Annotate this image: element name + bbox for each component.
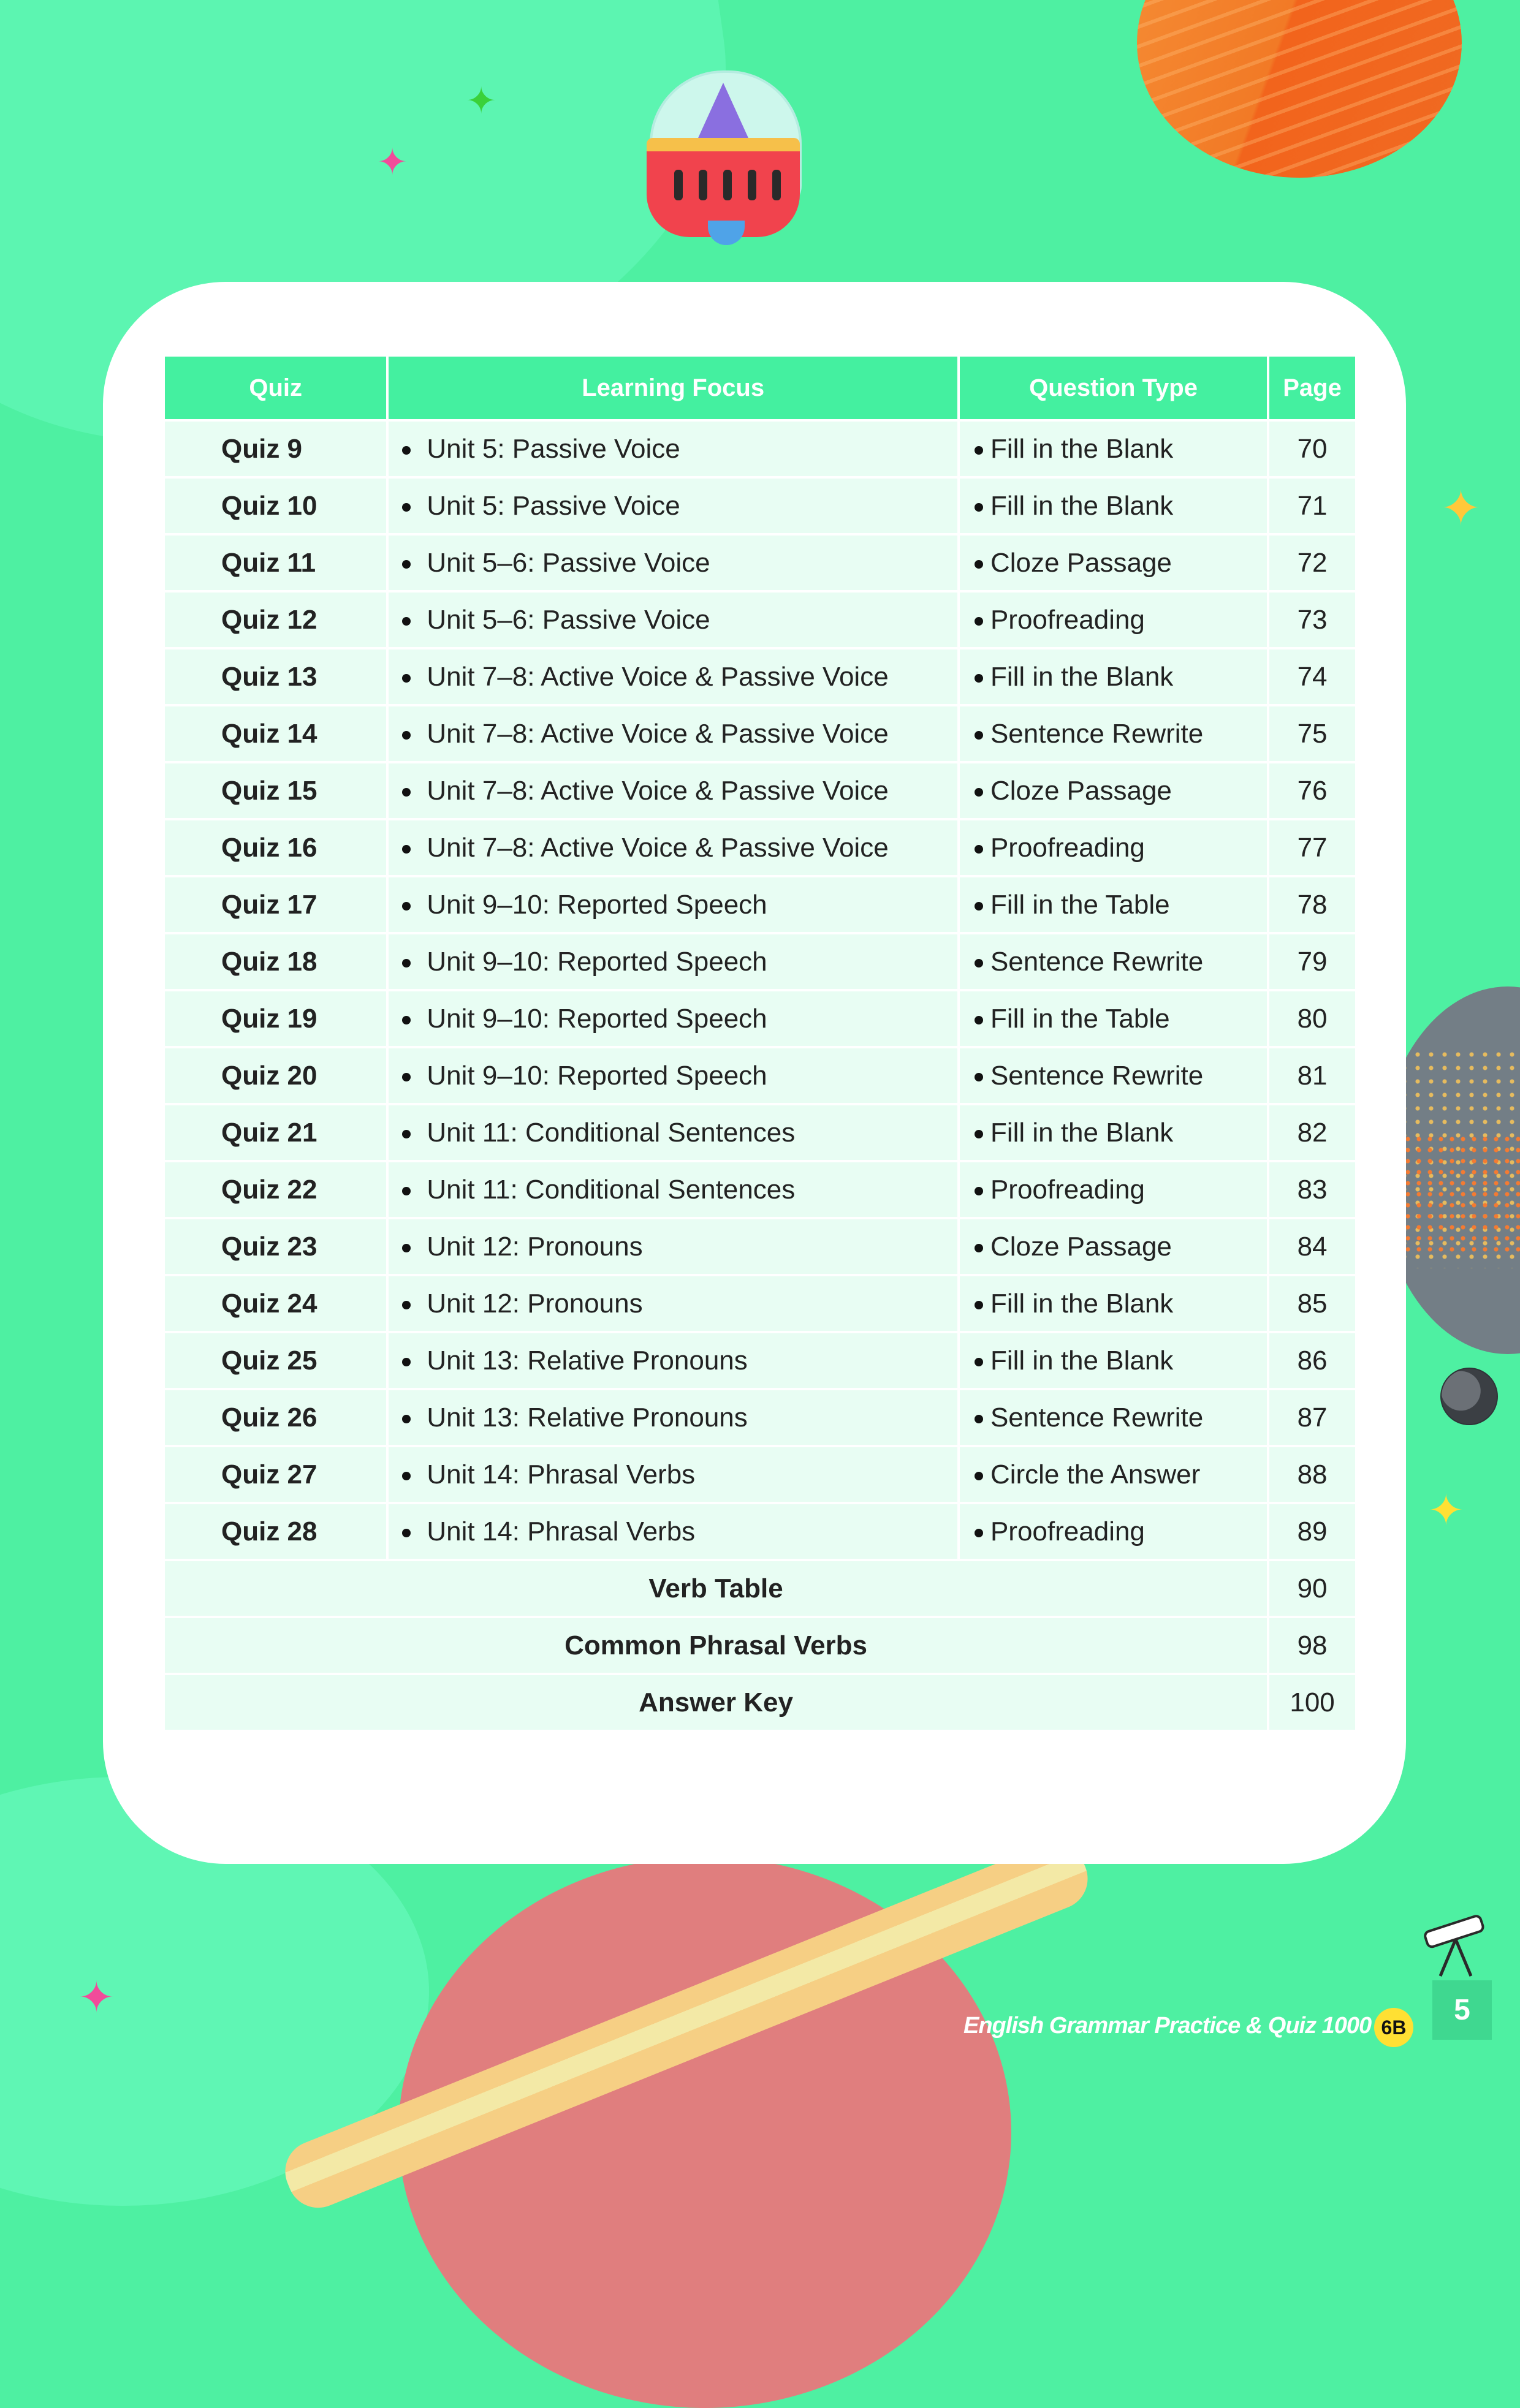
learning-focus-text: Unit 9–10: Reported Speech <box>427 889 767 920</box>
table-row <box>164 990 1356 1047</box>
learning-focus-text: Unit 5–6: Passive Voice <box>427 604 710 635</box>
learning-focus-cell <box>387 1446 959 1503</box>
header-question-type: Question Type <box>959 355 1268 420</box>
question-type-text: Sentence Rewrite <box>990 946 1204 977</box>
section-link[interactable]: Answer Key <box>164 1674 1268 1731</box>
bullet-icon <box>402 617 411 626</box>
page-cell[interactable]: 72 <box>1268 534 1356 591</box>
question-type-cell <box>959 1104 1268 1161</box>
book-title: English Grammar Practice & Quiz 1000 <box>963 2013 1372 2039</box>
planet-orange <box>1137 0 1462 178</box>
telescope-icon <box>1416 1912 1495 1979</box>
bullet-icon <box>402 788 411 797</box>
page-cell[interactable]: 100 <box>1268 1674 1356 1731</box>
bullet-icon <box>402 1187 411 1195</box>
question-type-text: Fill in the Blank <box>990 661 1174 692</box>
quiz-cell[interactable]: Quiz 18 <box>164 933 387 990</box>
table-row <box>164 1218 1356 1275</box>
learning-focus-text: Unit 5: Passive Voice <box>427 433 680 464</box>
bullet-icon <box>975 1016 983 1024</box>
quiz-cell[interactable]: Quiz 25 <box>164 1332 387 1389</box>
bullet-icon <box>975 845 983 854</box>
learning-focus-text: Unit 13: Relative Pronouns <box>427 1402 748 1433</box>
page-cell[interactable]: 76 <box>1268 762 1356 819</box>
page-cell[interactable]: 83 <box>1268 1161 1356 1218</box>
table-row <box>164 933 1356 990</box>
page-cell[interactable]: 77 <box>1268 819 1356 876</box>
learning-focus-cell <box>387 1047 959 1104</box>
learning-focus-cell <box>387 762 959 819</box>
learning-focus-text: Unit 9–10: Reported Speech <box>427 1003 767 1034</box>
learning-focus-cell <box>387 876 959 933</box>
table-row <box>164 1275 1356 1332</box>
question-type-text: Fill in the Blank <box>990 1345 1174 1376</box>
quiz-cell[interactable]: Quiz 21 <box>164 1104 387 1161</box>
question-type-cell <box>959 591 1268 648</box>
table-row <box>164 819 1356 876</box>
bullet-icon <box>975 1301 983 1309</box>
learning-focus-text: Unit 7–8: Active Voice & Passive Voice <box>427 832 889 863</box>
question-type-text: Cloze Passage <box>990 547 1172 578</box>
bullet-icon <box>402 1130 411 1138</box>
learning-focus-text: Unit 9–10: Reported Speech <box>427 1060 767 1091</box>
bullet-icon <box>402 902 411 911</box>
learning-focus-text: Unit 9–10: Reported Speech <box>427 946 767 977</box>
quiz-cell[interactable]: Quiz 24 <box>164 1275 387 1332</box>
learning-focus-cell <box>387 705 959 762</box>
bullet-icon <box>402 503 411 512</box>
bullet-icon <box>975 1415 983 1423</box>
table-row <box>164 1047 1356 1104</box>
bullet-icon <box>402 1415 411 1423</box>
bullet-icon <box>402 1529 411 1537</box>
header-page: Page <box>1268 355 1356 420</box>
bullet-icon <box>402 731 411 740</box>
question-type-cell <box>959 1218 1268 1275</box>
bullet-icon <box>975 1130 983 1138</box>
page-cell[interactable]: 75 <box>1268 705 1356 762</box>
bullet-icon <box>975 902 983 911</box>
section-link[interactable]: Common Phrasal Verbs <box>164 1617 1268 1674</box>
quiz-cell[interactable]: Quiz 15 <box>164 762 387 819</box>
bullet-icon <box>402 1472 411 1480</box>
learning-focus-cell <box>387 477 959 534</box>
quiz-cell[interactable]: Quiz 16 <box>164 819 387 876</box>
question-type-text: Fill in the Table <box>990 1003 1170 1034</box>
bullet-icon <box>402 446 411 455</box>
table-body <box>164 420 1356 1731</box>
table-row <box>164 1389 1356 1446</box>
question-type-cell <box>959 990 1268 1047</box>
learning-focus-cell <box>387 420 959 477</box>
bullet-icon <box>975 1358 983 1366</box>
bullet-icon <box>975 503 983 512</box>
bullet-icon <box>975 1472 983 1480</box>
moon <box>1440 1368 1498 1425</box>
question-type-text: Fill in the Blank <box>990 1117 1174 1148</box>
page-cell[interactable]: 85 <box>1268 1275 1356 1332</box>
level-badge: 6B <box>1374 2008 1413 2047</box>
bullet-icon <box>402 959 411 967</box>
bullet-icon <box>975 959 983 967</box>
question-type-text: Sentence Rewrite <box>990 1060 1204 1091</box>
learning-focus-text: Unit 7–8: Active Voice & Passive Voice <box>427 775 889 806</box>
learning-focus-text: Unit 14: Phrasal Verbs <box>427 1516 696 1547</box>
bullet-icon <box>975 446 983 455</box>
question-type-cell <box>959 1389 1268 1446</box>
learning-focus-text: Unit 11: Conditional Sentences <box>427 1174 796 1205</box>
page-cell[interactable]: 82 <box>1268 1104 1356 1161</box>
question-type-text: Circle the Answer <box>990 1459 1201 1490</box>
header-learning-focus: Learning Focus <box>387 355 959 420</box>
quiz-cell[interactable]: Quiz 27 <box>164 1446 387 1503</box>
learning-focus-text: Unit 7–8: Active Voice & Passive Voice <box>427 661 889 692</box>
page-cell[interactable]: 98 <box>1268 1617 1356 1674</box>
bullet-icon <box>975 1244 983 1252</box>
question-type-cell <box>959 1275 1268 1332</box>
question-type-text: Proofreading <box>990 1516 1145 1547</box>
question-type-text: Sentence Rewrite <box>990 1402 1204 1433</box>
bullet-icon <box>402 1073 411 1081</box>
bullet-icon <box>402 1244 411 1252</box>
bullet-icon <box>402 845 411 854</box>
quiz-cell[interactable]: Quiz 22 <box>164 1161 387 1218</box>
quiz-cell[interactable]: Quiz 9 <box>164 420 387 477</box>
quiz-cell[interactable]: Quiz 28 <box>164 1503 387 1560</box>
bullet-icon <box>975 731 983 740</box>
mascot-illustration <box>637 64 809 248</box>
learning-focus-cell <box>387 1503 959 1560</box>
page-cell[interactable]: 80 <box>1268 990 1356 1047</box>
bullet-icon <box>975 1187 983 1195</box>
section-link[interactable]: Verb Table <box>164 1560 1268 1617</box>
question-type-text: Proofreading <box>990 832 1145 863</box>
bullet-icon <box>975 1529 983 1537</box>
question-type-cell <box>959 1332 1268 1389</box>
table-row <box>164 1104 1356 1161</box>
question-type-cell <box>959 648 1268 705</box>
page-cell[interactable]: 78 <box>1268 876 1356 933</box>
bullet-icon <box>975 674 983 683</box>
page-cell[interactable]: 71 <box>1268 477 1356 534</box>
question-type-cell <box>959 933 1268 990</box>
table-row <box>164 1161 1356 1218</box>
learning-focus-text: Unit 5: Passive Voice <box>427 490 680 521</box>
quiz-cell[interactable]: Quiz 26 <box>164 1389 387 1446</box>
quiz-cell[interactable]: Quiz 19 <box>164 990 387 1047</box>
learning-focus-cell <box>387 1161 959 1218</box>
quiz-cell[interactable]: Quiz 23 <box>164 1218 387 1275</box>
question-type-text: Cloze Passage <box>990 1231 1172 1262</box>
quiz-cell[interactable]: Quiz 20 <box>164 1047 387 1104</box>
question-type-cell <box>959 762 1268 819</box>
quiz-cell[interactable]: Quiz 12 <box>164 591 387 648</box>
quiz-cell[interactable]: Quiz 14 <box>164 705 387 762</box>
question-type-text: Fill in the Blank <box>990 433 1174 464</box>
bullet-icon <box>402 1301 411 1309</box>
page-cell[interactable]: 87 <box>1268 1389 1356 1446</box>
page-cell[interactable]: 86 <box>1268 1332 1356 1389</box>
quiz-cell[interactable]: Quiz 10 <box>164 477 387 534</box>
question-type-text: Fill in the Blank <box>990 490 1174 521</box>
page-cell[interactable]: 90 <box>1268 1560 1356 1617</box>
learning-focus-text: Unit 5–6: Passive Voice <box>427 547 710 578</box>
learning-focus-text: Unit 13: Relative Pronouns <box>427 1345 748 1376</box>
bullet-icon <box>975 617 983 626</box>
page-cell[interactable]: 88 <box>1268 1446 1356 1503</box>
question-type-cell <box>959 1047 1268 1104</box>
learning-focus-cell <box>387 990 959 1047</box>
question-type-text: Proofreading <box>990 1174 1145 1205</box>
header-quiz: Quiz <box>164 355 387 420</box>
page-cell[interactable]: 74 <box>1268 648 1356 705</box>
learning-focus-cell <box>387 1332 959 1389</box>
learning-focus-text: Unit 7–8: Active Voice & Passive Voice <box>427 718 889 749</box>
page-cell[interactable]: 89 <box>1268 1503 1356 1560</box>
learning-focus-text: Unit 11: Conditional Sentences <box>427 1117 796 1148</box>
question-type-cell <box>959 705 1268 762</box>
bullet-icon <box>402 1358 411 1366</box>
question-type-cell <box>959 420 1268 477</box>
page-number: 5 <box>1432 1980 1492 2040</box>
page-cell[interactable]: 79 <box>1268 933 1356 990</box>
learning-focus-cell <box>387 819 959 876</box>
question-type-cell <box>959 819 1268 876</box>
page-cell[interactable]: 84 <box>1268 1218 1356 1275</box>
page-cell[interactable]: 73 <box>1268 591 1356 648</box>
bullet-icon <box>975 560 983 569</box>
learning-focus-cell <box>387 1218 959 1275</box>
table-row <box>164 534 1356 591</box>
bullet-icon <box>975 788 983 797</box>
learning-focus-cell <box>387 648 959 705</box>
page-cell[interactable]: 81 <box>1268 1047 1356 1104</box>
table-row <box>164 876 1356 933</box>
question-type-text: Cloze Passage <box>990 775 1172 806</box>
table-row <box>164 762 1356 819</box>
quiz-cell[interactable]: Quiz 11 <box>164 534 387 591</box>
page-cell[interactable]: 70 <box>1268 420 1356 477</box>
question-type-cell <box>959 477 1268 534</box>
table-row <box>164 648 1356 705</box>
table-row-extra <box>164 1674 1356 1731</box>
table-row <box>164 705 1356 762</box>
table-row <box>164 1332 1356 1389</box>
learning-focus-cell <box>387 933 959 990</box>
quiz-cell[interactable]: Quiz 17 <box>164 876 387 933</box>
bullet-icon <box>402 560 411 569</box>
question-type-text: Proofreading <box>990 604 1145 635</box>
learning-focus-cell <box>387 1389 959 1446</box>
question-type-cell <box>959 876 1268 933</box>
table-row <box>164 1446 1356 1503</box>
table-row-extra <box>164 1560 1356 1617</box>
table-header-row <box>164 355 1356 420</box>
learning-focus-text: Unit 12: Pronouns <box>427 1288 643 1319</box>
bullet-icon <box>402 1016 411 1024</box>
question-type-cell <box>959 1161 1268 1218</box>
question-type-cell <box>959 1503 1268 1560</box>
question-type-cell <box>959 534 1268 591</box>
learning-focus-cell <box>387 591 959 648</box>
learning-focus-cell <box>387 1275 959 1332</box>
bullet-icon <box>975 1073 983 1081</box>
table-row <box>164 591 1356 648</box>
learning-focus-cell <box>387 1104 959 1161</box>
contents-table <box>162 354 1358 1732</box>
table-row <box>164 1503 1356 1560</box>
bullet-icon <box>402 674 411 683</box>
question-type-text: Sentence Rewrite <box>990 718 1204 749</box>
table-row <box>164 477 1356 534</box>
table-row-extra <box>164 1617 1356 1674</box>
question-type-text: Fill in the Table <box>990 889 1170 920</box>
learning-focus-cell <box>387 534 959 591</box>
question-type-cell <box>959 1446 1268 1503</box>
table-row <box>164 420 1356 477</box>
question-type-text: Fill in the Blank <box>990 1288 1174 1319</box>
learning-focus-text: Unit 14: Phrasal Verbs <box>427 1459 696 1490</box>
learning-focus-text: Unit 12: Pronouns <box>427 1231 643 1262</box>
quiz-cell[interactable]: Quiz 13 <box>164 648 387 705</box>
